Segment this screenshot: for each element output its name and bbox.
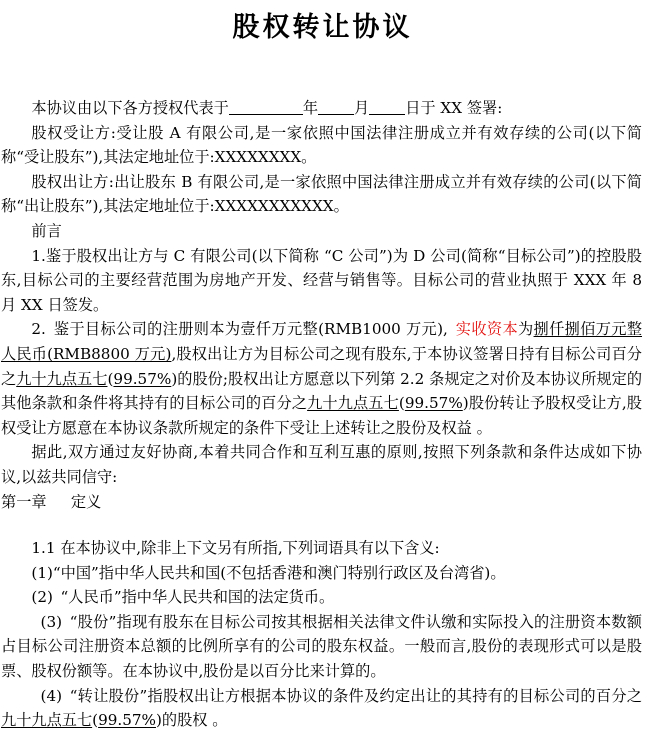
definition-2-marker: (2): [31, 588, 53, 607]
signing-month-blank[interactable]: [318, 114, 354, 115]
transfer-percent-words: 九十九点五七: [1, 711, 93, 730]
recital-item-2: [0, 317, 643, 440]
transfer-percent-number: 99.57%: [98, 711, 156, 730]
definition-4-segment-2: (: [92, 711, 99, 730]
paid-in-capital-highlight: 实收资本: [455, 320, 518, 339]
definition-2-text: “人民币”指中华人民共和国的法定货币。: [60, 588, 335, 607]
definition-item-3: [0, 610, 643, 684]
recital-2-segment-1: 鉴于目标公司的注册则本为壹仟万元整(RMB1000 万元),: [53, 320, 448, 339]
foreword-heading: 前言: [31, 221, 62, 240]
definition-1-text: “中国”指中华人民共和国(不包括香港和澳门特别行政区及台湾省)。: [52, 563, 506, 582]
definition-item-1: [0, 561, 643, 586]
shareholding-percent-number-1: 99.57%: [113, 369, 172, 388]
definition-item-2: [0, 585, 643, 610]
definition-4-marker: (4): [40, 686, 63, 705]
recital-2-segment-4: (: [107, 369, 114, 388]
clause-1-1: 1.1 在本协议中,除非上下文另有所指,下列词语具有以下含义:: [31, 539, 440, 558]
recital-item-1: [0, 244, 643, 318]
paid-in-capital-amount: 捌仟捌佰万元整人民币(RMB8800 万元): [1, 320, 643, 363]
definition-item-4: [0, 684, 643, 733]
definition-3-marker: (3): [40, 612, 63, 631]
definition-3-text: “股份”指现有股东在目标公司按其根据相关法律文件认缴和实际投入的注册资本数额占目标公司注册资本总额的比例所享有的公司的股东权益。一般而言,股份的表现形式可以是股票、股权份额等。在本协议中,股份是以百分比来计算的。: [1, 612, 642, 681]
definition-1-marker: (1): [31, 563, 53, 582]
closing-recital-paragraph: 据此,双方通过友好协商,本着共同合作和互利互惠的原则,按照下列条款和条件达成如下协议,以兹共同信守:: [1, 443, 642, 486]
document-title: 股权转让协议: [232, 12, 413, 43]
signing-day-blank[interactable]: [369, 114, 405, 115]
transferee-paragraph: 股权受让方:受让股 A 有限公司,是一家依照中国法律注册成立并有效存续的公司(以下简称“受让股东”),其法定地址位于:XXXXXXXX。: [1, 123, 642, 167]
signing-line-prefix: 本协议由以下各方授权代表于: [31, 99, 229, 117]
definition-4-segment-3: )的股权 。: [155, 711, 228, 730]
signing-line: [0, 96, 643, 121]
section-spacer: [0, 514, 643, 536]
transferor-paragraph: 股权出让方:出让股东 B 有限公司,是一家依照中国法律注册成立并有效存续的公司(以下简称“出让股东”),其法定地址位于:XXXXXXXXXXX。: [1, 172, 642, 216]
recital-2-number: 2.: [31, 320, 46, 339]
recital-2-segment-5: )的股份;股权出让方愿意以下列第 2.2 条规定之对价及本协议所规定的其他条款和条件将其持有的目标公司的百分之: [1, 369, 643, 413]
signing-day-label: 日于 XX 签署:: [405, 99, 503, 117]
recital-2-segment-6: (: [398, 394, 405, 413]
chapter-label: 第一章: [1, 492, 47, 511]
signing-month-label: 月: [354, 99, 370, 117]
shareholding-percent-number-2: 99.57%: [404, 394, 463, 413]
shareholding-percent-words-1: 九十九点五七: [16, 369, 108, 388]
recital-2-segment-2: 为: [518, 320, 534, 339]
recital-2-segment-3: ,股权出让方为目标公司之现有股东,于本协议签署日持有目标公司百分之: [1, 344, 642, 388]
chapter-name: 定义: [70, 492, 102, 511]
recital-1-text: 鉴于股权出让方与 C 有限公司(以下简称 “C 公司”)为 D 公司(简称“目标公司”)的控股股东,目标公司的主要经营范围为房地产开发、经营与销售等。目标公司的营业执照于 XXX 年 8 月 XX 日签发。: [1, 246, 642, 314]
definition-4-segment-1: “转让股份”指股权出让方根据本协议的条件及约定出让的其持有的目标公司的百分之: [69, 686, 642, 705]
recital-1-number: 1.: [31, 246, 46, 265]
shareholding-percent-words-2: 九十九点五七: [307, 394, 399, 413]
signing-year-blank[interactable]: [229, 114, 303, 115]
signing-year-label: 年: [302, 99, 319, 117]
chapter-heading: [0, 490, 643, 515]
document-body: [0, 96, 643, 733]
recital-2-segment-7: )股份转让予股权受让方,股权受让方愿意在本协议条款所规定的条件下受让上述转让之股份及权益 。: [1, 394, 642, 437]
